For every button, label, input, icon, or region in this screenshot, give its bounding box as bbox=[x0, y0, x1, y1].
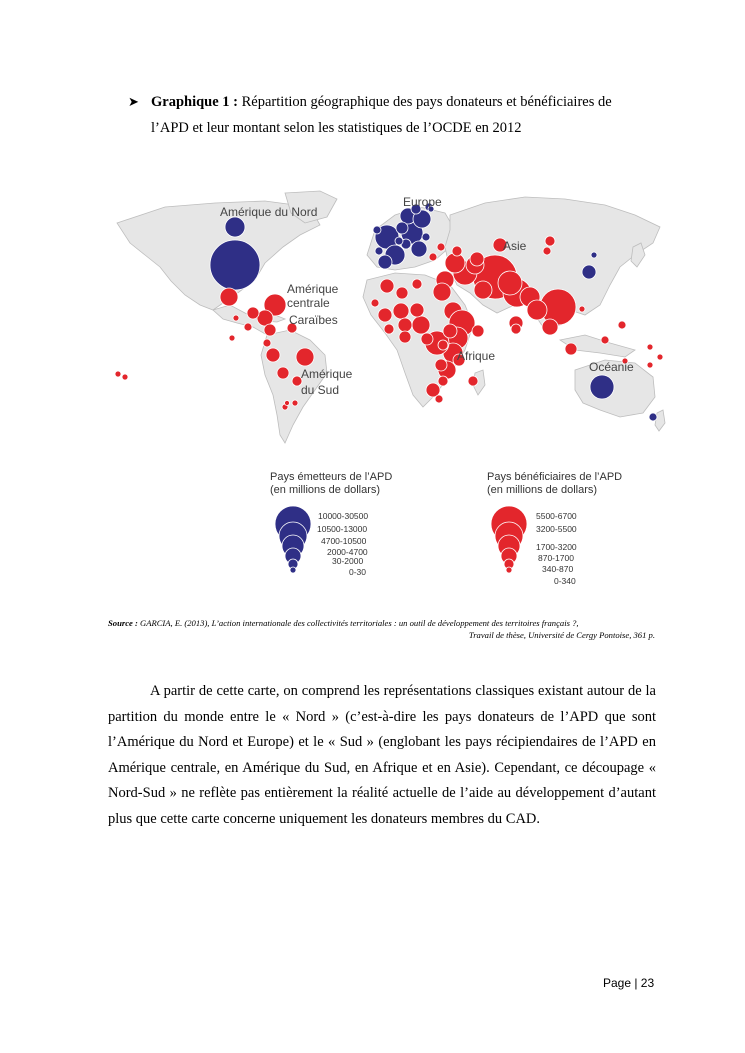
legend-donors-title-2: (en millions de dollars) bbox=[270, 484, 381, 496]
legend-donor-range-5: 30-2000 bbox=[332, 556, 364, 566]
legend-donor-ranges bbox=[317, 511, 368, 577]
recipient-circle-guatemala bbox=[247, 307, 259, 319]
recipient-circle-jamaica bbox=[233, 315, 239, 321]
donor-circle-spain bbox=[378, 255, 392, 269]
recipient-circle-ghana bbox=[399, 331, 411, 343]
recipient-circle-myanmar bbox=[527, 300, 547, 320]
recipient-circle-indonesia bbox=[542, 319, 558, 335]
legend-recipient-range-6: 0-340 bbox=[554, 576, 576, 586]
label-central-america-1: Amérique bbox=[287, 282, 339, 296]
recipient-circle-tunisia bbox=[412, 279, 422, 289]
world-aid-map bbox=[105, 185, 671, 590]
source-label: Source : bbox=[108, 618, 138, 628]
legend-donor-range-1: 10000-30500 bbox=[318, 511, 369, 521]
recipient-circle-sierra-leone bbox=[384, 324, 394, 334]
recipient-circle-cuba bbox=[244, 323, 252, 331]
legend-donors-title-1: Pays émetteurs de l’APD bbox=[270, 471, 393, 483]
legend-recipients-title-2: (en millions de dollars) bbox=[487, 484, 598, 496]
source-text-2: Travail de thèse, Université de Cergy Pontoise, 361 p. bbox=[468, 630, 655, 640]
donor-circle-austria bbox=[422, 233, 430, 241]
recipient-circle-lesotho bbox=[435, 395, 443, 403]
recipient-circle-paraguay bbox=[292, 400, 298, 406]
source-text-1: GARCIA, E. (2013), L’action internationale des collectivités territoriales : un outil de développement des territoires français ?, bbox=[140, 618, 579, 628]
recipient-circle-iran bbox=[474, 281, 492, 299]
recipient-circle-niger bbox=[410, 303, 424, 317]
recipient-circle-cameroon bbox=[421, 333, 433, 345]
recipient-circle-mexico bbox=[220, 288, 238, 306]
donor-circle-canada bbox=[225, 217, 245, 237]
recipient-circle-caribbean-small bbox=[285, 401, 290, 406]
legend-recipient-circle-6 bbox=[506, 567, 512, 573]
recipient-circle-dominican bbox=[229, 335, 235, 341]
legend-donor-circle-6 bbox=[290, 567, 296, 573]
legend-recipients-title-1: Pays bénéficiaires de l’APD bbox=[487, 471, 623, 483]
recipient-circle-egypt bbox=[433, 283, 451, 301]
recipient-circle-china bbox=[543, 247, 551, 255]
recipient-circle-png bbox=[618, 321, 626, 329]
recipient-circle-fiji bbox=[647, 344, 653, 350]
legend-donor-range-2: 10500-13000 bbox=[317, 524, 368, 534]
arrowhead-bullet-icon: ➤ bbox=[128, 94, 139, 109]
legend-donor-circles bbox=[275, 506, 311, 573]
recipient-circle-sri-lanka bbox=[511, 324, 521, 334]
legend-recipients bbox=[487, 471, 622, 586]
legend-recipient-range-1: 5500-6700 bbox=[536, 511, 577, 521]
donor-circle-australia bbox=[590, 375, 614, 399]
recipient-circle-honduras bbox=[264, 324, 276, 336]
caption-label: Graphique 1 : bbox=[151, 94, 239, 110]
body-paragraph: A partir de cette carte, on comprend les représentations classiques existant autour de la partition du monde entre le « Nord » (c’est-à-dire les pays donateurs de l’APD que sont l’Amérique du Nord et Europe) et le « Sud » (englobant les pays récipiendaires de l’APD en Amérique centrale, en Amérique du Sud, en Afrique et en Asie). Cependant, ce découpage « Nord-Sud » ne reflète pas entièrement la réalité actuelle de l’aide au développement d’autant plus que cette carte concerne uniquement les donateurs membres du CAD. bbox=[108, 683, 656, 827]
donor-circle-belgium bbox=[395, 237, 403, 245]
body-text bbox=[108, 679, 656, 832]
recipient-circle-ecuador bbox=[263, 339, 271, 347]
label-south-america-2: du Sud bbox=[301, 383, 340, 397]
recipient-circle-brazil bbox=[296, 348, 314, 366]
legend-recipient-range-4: 870-1700 bbox=[538, 553, 574, 563]
recipient-circle-georgia bbox=[452, 246, 462, 256]
recipient-circle-ukraine bbox=[437, 243, 445, 251]
recipient-circle-somalia bbox=[472, 325, 484, 337]
recipient-circle-senegal bbox=[378, 308, 392, 322]
label-central-america-2: centrale bbox=[287, 296, 330, 310]
source-citation bbox=[108, 617, 655, 641]
donor-circle-new-zealand bbox=[649, 413, 657, 421]
recipient-circle-atlantic-isle bbox=[115, 371, 121, 377]
legend-recipient-circles bbox=[491, 506, 527, 573]
recipient-circle-pakistan bbox=[498, 271, 522, 295]
recipient-circle-uzbekistan bbox=[470, 252, 484, 266]
recipient-circle-zambia bbox=[435, 359, 447, 371]
legend-donor-range-6: 0-30 bbox=[349, 567, 367, 577]
recipient-circle-pacific-isle bbox=[122, 374, 128, 380]
donor-circle-netherlands bbox=[396, 222, 408, 234]
donor-circle-japan bbox=[582, 265, 596, 279]
caption-text-2: l’APD et leur montant selon les statistiques de l’OCDE en 2012 bbox=[151, 120, 522, 136]
label-oceania: Océanie bbox=[589, 360, 634, 374]
caption-line-1 bbox=[151, 88, 612, 116]
recipient-circle-nicaragua bbox=[257, 310, 273, 326]
label-central-america-3: Caraïbes bbox=[289, 313, 338, 327]
legend-donor-range-4: 2000-4700 bbox=[327, 547, 368, 557]
recipient-circle-uganda bbox=[443, 324, 457, 338]
recipient-circle-argentina bbox=[647, 362, 653, 368]
recipient-circle-timor bbox=[601, 336, 609, 344]
caption-text-1: Répartition géographique des pays donateurs et bénéficiaires de bbox=[241, 94, 612, 110]
donor-circle-italy bbox=[411, 241, 427, 257]
recipient-circle-peru bbox=[277, 367, 289, 379]
label-africa: Afrique bbox=[457, 349, 496, 363]
recipient-circle-nigeria bbox=[412, 316, 430, 334]
legend-donor-range-3: 4700-10500 bbox=[321, 536, 367, 546]
recipient-circle-colombia bbox=[266, 348, 280, 362]
label-south-america-1: Amérique bbox=[301, 367, 353, 381]
recipient-circle-philippines bbox=[565, 343, 577, 355]
new-zealand-islands bbox=[655, 410, 665, 431]
recipient-circle-mali bbox=[393, 303, 409, 319]
label-asia: Asie bbox=[503, 239, 527, 253]
recipient-circle-morocco bbox=[380, 279, 394, 293]
page-footer: Page | 23 bbox=[603, 976, 655, 990]
recipient-circle-algeria bbox=[396, 287, 408, 299]
recipient-circle-rwanda bbox=[438, 340, 448, 350]
recipient-circle-madagascar bbox=[468, 376, 478, 386]
recipient-circle-mongolia bbox=[545, 236, 555, 246]
donor-circle-portugal bbox=[375, 247, 383, 255]
recipient-circle-mauritania bbox=[371, 299, 379, 307]
legend-recipient-range-2: 3200-5500 bbox=[536, 524, 577, 534]
recipient-circle-zimbabwe bbox=[438, 376, 448, 386]
recipient-circle-st-helena bbox=[657, 354, 663, 360]
recipient-circle-burkina bbox=[398, 318, 412, 332]
donor-circle-usa bbox=[210, 240, 260, 290]
legend-recipient-range-3: 1700-3200 bbox=[536, 542, 577, 552]
donor-circle-ireland bbox=[373, 226, 381, 234]
label-north-america: Amérique du Nord bbox=[220, 205, 318, 219]
legend-recipient-ranges bbox=[536, 511, 577, 586]
recipient-circle-cambodia bbox=[579, 306, 585, 312]
label-europe: Europe bbox=[403, 195, 442, 209]
legend-recipient-range-5: 340-870 bbox=[542, 564, 574, 574]
source-line-1 bbox=[108, 617, 655, 629]
donor-circle-korea bbox=[591, 252, 597, 258]
legend-donors bbox=[270, 471, 392, 577]
recipient-circle-serbia bbox=[429, 253, 437, 261]
